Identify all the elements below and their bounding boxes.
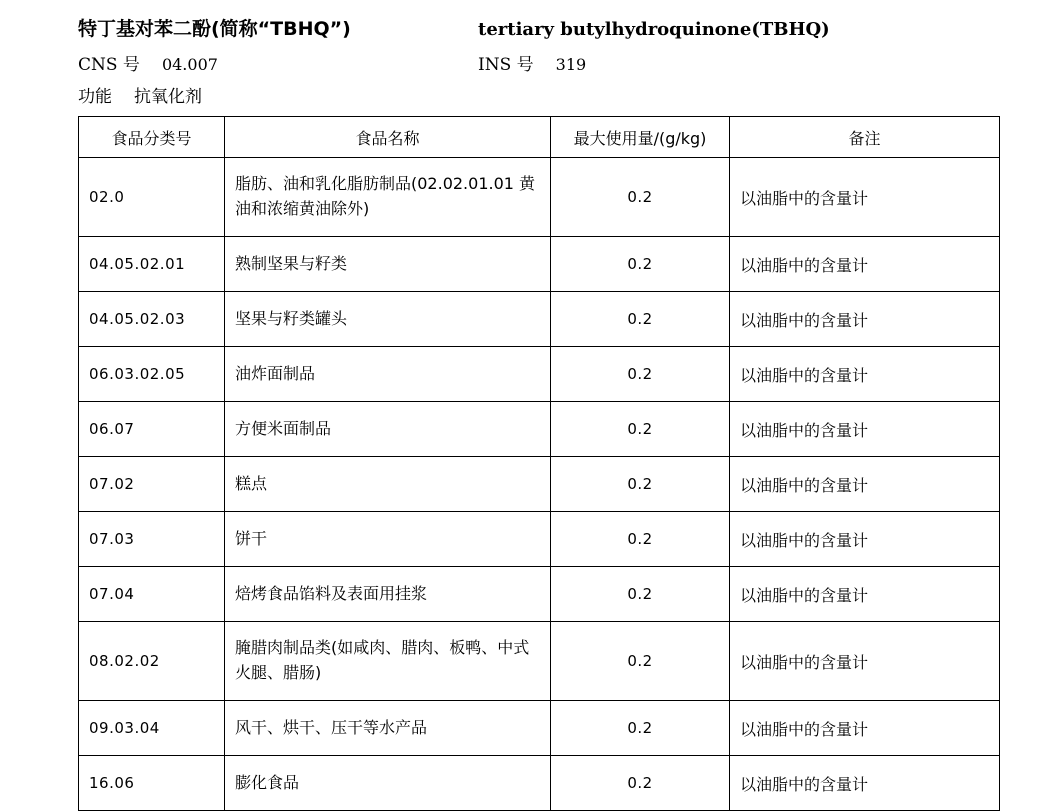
- cell-remark: 以油脂中的含量计: [730, 237, 1000, 292]
- table-row: [79, 237, 1000, 292]
- column-header-remark: 备注: [730, 117, 1000, 158]
- table-row: [79, 756, 1000, 811]
- cell-remark: 以油脂中的含量计: [730, 292, 1000, 347]
- cell-category: 04.05.02.01: [79, 237, 225, 292]
- table-row: [79, 158, 1000, 237]
- cell-category: 08.02.02: [79, 622, 225, 701]
- table-row: [79, 457, 1000, 512]
- column-header-food-name: 食品名称: [225, 117, 551, 158]
- function-label: 功能: [78, 87, 112, 107]
- cell-max-usage: 0.2: [551, 622, 730, 701]
- cns-group: [78, 50, 478, 75]
- cell-category: 07.04: [79, 567, 225, 622]
- cell-category: 04.05.02.03: [79, 292, 225, 347]
- cell-food-name: 饼干: [225, 512, 551, 567]
- cell-max-usage: 0.2: [551, 512, 730, 567]
- cell-max-usage: 0.2: [551, 402, 730, 457]
- cell-category: 06.07: [79, 402, 225, 457]
- cell-food-name: 脂肪、油和乳化脂肪制品(02.02.01.01 黄油和浓缩黄油除外): [225, 158, 551, 237]
- table-row: [79, 292, 1000, 347]
- cell-max-usage: 0.2: [551, 457, 730, 512]
- additive-entry-header: [0, 0, 1061, 107]
- cell-remark: 以油脂中的含量计: [730, 756, 1000, 811]
- cell-remark: 以油脂中的含量计: [730, 457, 1000, 512]
- cns-label: CNS 号: [78, 55, 140, 75]
- ins-label: INS 号: [478, 55, 534, 75]
- table-header: [79, 117, 1000, 158]
- additive-name-cn: 特丁基对苯二酚(简称“TBHQ”): [78, 18, 351, 40]
- table-row: [79, 701, 1000, 756]
- ins-group: [478, 50, 586, 75]
- cell-food-name: 焙烤食品馅料及表面用挂浆: [225, 567, 551, 622]
- cell-remark: 以油脂中的含量计: [730, 402, 1000, 457]
- cell-category: 06.03.02.05: [79, 347, 225, 402]
- table-header-row: [79, 117, 1000, 158]
- cell-max-usage: 0.2: [551, 701, 730, 756]
- additive-name-row: [78, 14, 1061, 41]
- cell-max-usage: 0.2: [551, 292, 730, 347]
- cell-remark: 以油脂中的含量计: [730, 512, 1000, 567]
- function-value: 抗氧化剂: [134, 87, 202, 107]
- cell-category: 16.06: [79, 756, 225, 811]
- code-row: [78, 50, 1061, 75]
- cell-max-usage: 0.2: [551, 567, 730, 622]
- cns-value: 04.007: [161, 55, 218, 74]
- cell-remark: 以油脂中的含量计: [730, 567, 1000, 622]
- cell-max-usage: 0.2: [551, 237, 730, 292]
- usage-table: [78, 116, 1000, 811]
- table-row: [79, 622, 1000, 701]
- cell-max-usage: 0.2: [551, 347, 730, 402]
- table-row: [79, 402, 1000, 457]
- cell-food-name: 坚果与籽类罐头: [225, 292, 551, 347]
- cell-remark: 以油脂中的含量计: [730, 158, 1000, 237]
- cell-remark: 以油脂中的含量计: [730, 701, 1000, 756]
- cell-food-name: 方便米面制品: [225, 402, 551, 457]
- cell-food-name: 风干、烘干、压干等水产品: [225, 701, 551, 756]
- function-row: [78, 82, 1061, 107]
- cell-food-name: 膨化食品: [225, 756, 551, 811]
- column-header-max-usage: 最大使用量/(g/kg): [551, 117, 730, 158]
- cell-food-name: 熟制坚果与籽类: [225, 237, 551, 292]
- table-row: [79, 512, 1000, 567]
- cell-remark: 以油脂中的含量计: [730, 622, 1000, 701]
- cell-category: 07.02: [79, 457, 225, 512]
- cell-food-name: 糕点: [225, 457, 551, 512]
- cell-food-name: 腌腊肉制品类(如咸肉、腊肉、板鸭、中式火腿、腊肠): [225, 622, 551, 701]
- table-row: [79, 567, 1000, 622]
- cell-category: 09.03.04: [79, 701, 225, 756]
- cell-max-usage: 0.2: [551, 756, 730, 811]
- cell-category: 02.0: [79, 158, 225, 237]
- additive-name-en: tertiary butylhydroquinone(TBHQ): [478, 19, 830, 40]
- table-row: [79, 347, 1000, 402]
- cell-food-name: 油炸面制品: [225, 347, 551, 402]
- cell-remark: 以油脂中的含量计: [730, 347, 1000, 402]
- column-header-category: 食品分类号: [79, 117, 225, 158]
- cell-category: 07.03: [79, 512, 225, 567]
- cell-max-usage: 0.2: [551, 158, 730, 237]
- ins-value: 319: [555, 55, 587, 74]
- table-body: [79, 158, 1000, 811]
- function-group: [78, 82, 478, 107]
